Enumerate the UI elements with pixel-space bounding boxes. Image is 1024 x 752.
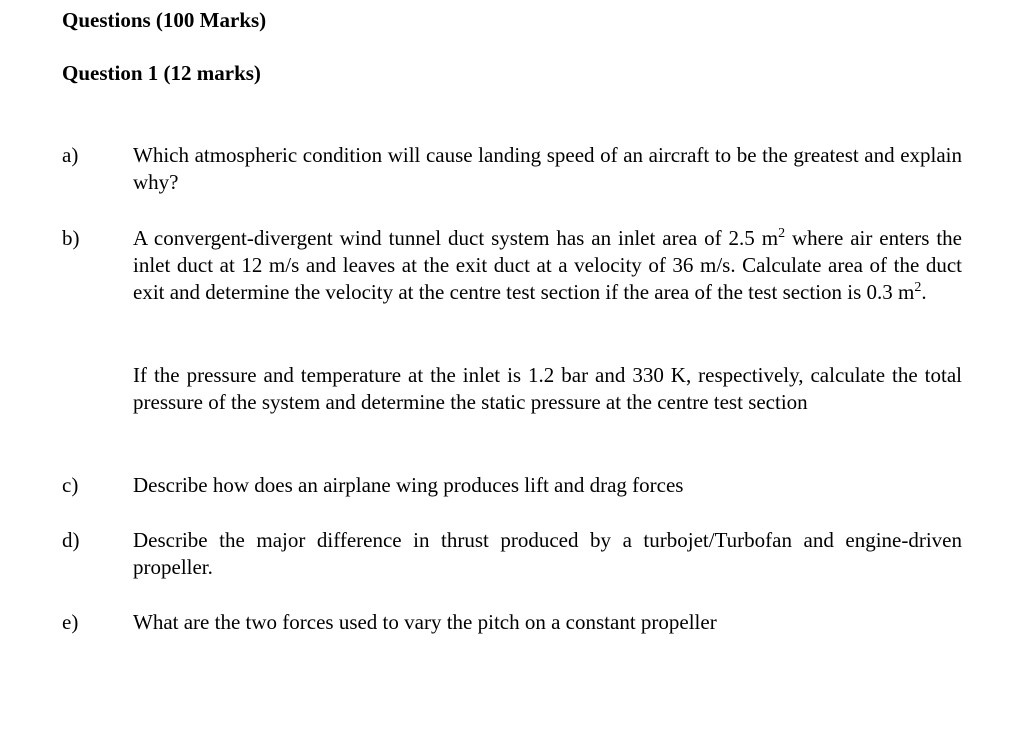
question-title: Question 1 (12 marks) (62, 61, 261, 85)
superscript: 2 (914, 280, 922, 295)
text-segment: where air enters the inlet duct at 12 m/s and leaves at the exit duct at a velocity of 36 m/s. Calculate area of the duct exit and determine the velocity at the centre test section if the area of the test section is 0.3 m (133, 226, 962, 304)
question-label-a: a) (62, 143, 79, 167)
superscript: 2 (778, 226, 786, 241)
question-text-b-part1 (133, 225, 962, 306)
question-text-c: Describe how does an airplane wing produces lift and drag forces (133, 473, 684, 497)
text-segment: A convergent-divergent wind tunnel duct system has an inlet area of 2.5 m (133, 226, 779, 250)
question-label-c: c) (62, 473, 79, 497)
question-label-d: d) (62, 528, 80, 552)
question-text-a: Which atmospheric condition will cause landing speed of an aircraft to be the greatest and explain why? (133, 143, 962, 194)
question-text-d: Describe the major difference in thrust produced by a turbojet/Turbofan and engine-driven propeller. (133, 528, 962, 579)
question-text-e: What are the two forces used to vary the pitch on a constant propeller (133, 610, 717, 634)
question-text-b-part2: If the pressure and temperature at the inlet is 1.2 bar and 330 K, respectively, calculate the total pressure of the system and determine the static pressure at the centre test section (133, 363, 962, 414)
text-segment: . (921, 280, 927, 304)
question-label-b: b) (62, 226, 80, 250)
question-label-e: e) (62, 610, 79, 634)
section-title: Questions (100 Marks) (62, 8, 267, 32)
